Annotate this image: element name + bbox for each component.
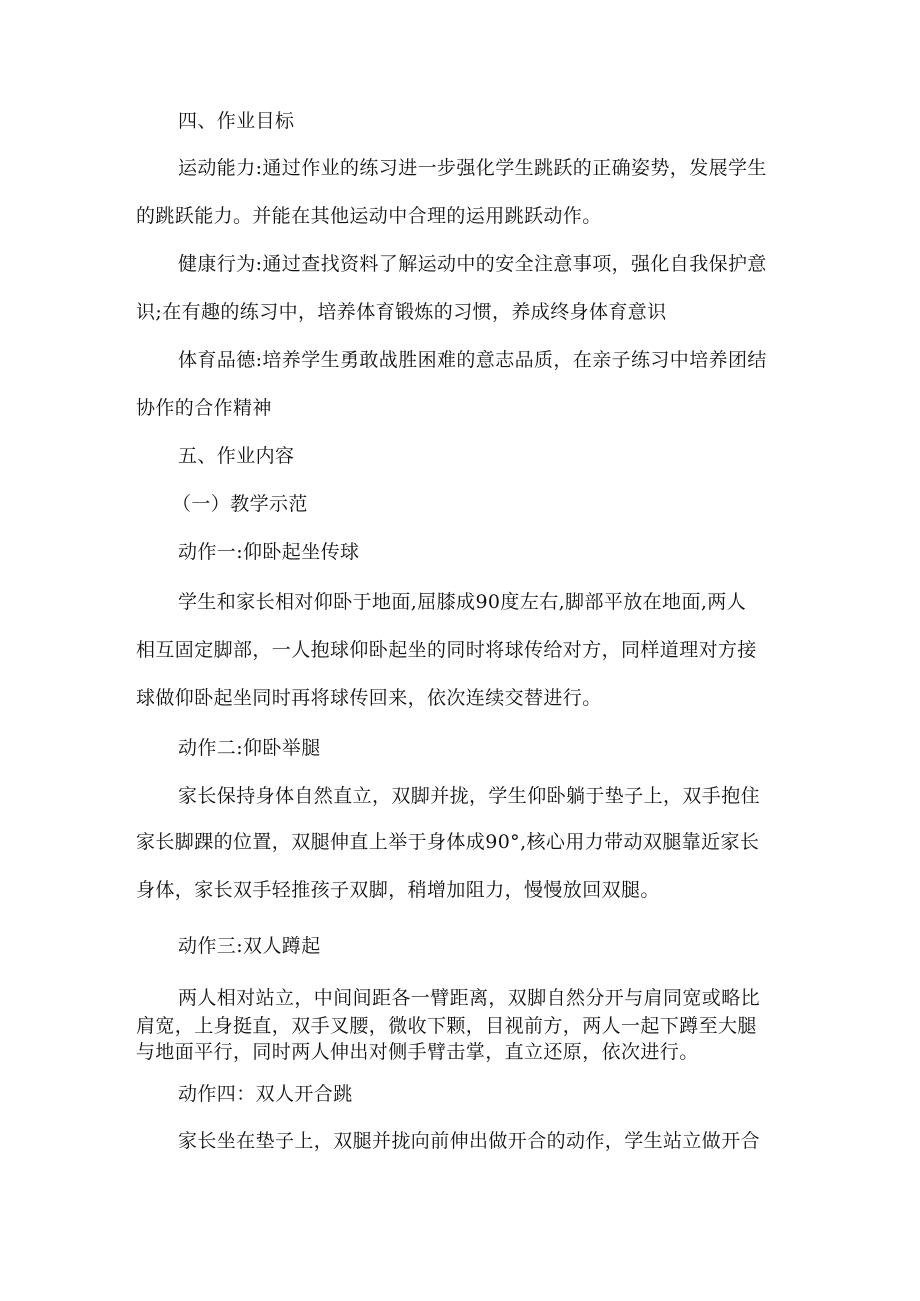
action-3-line-1: 两人相对站立，中间间距各一臂距离，双脚自然分开与肩同宽或略比 <box>178 987 761 1009</box>
action-4-title: 动作四：双人开合跳 <box>178 1083 353 1105</box>
action-3-title: 动作三:双人蹲起 <box>178 935 321 957</box>
paragraph-sports-ethics-line-2: 协作的合作精神 <box>136 397 272 419</box>
action-2-title: 动作二:仰卧举腿 <box>178 737 321 759</box>
paragraph-motor-ability-line-2: 的跳跃能力。并能在其他运动中合理的运用跳跃动作。 <box>136 205 602 227</box>
action-1-title: 动作一:仰卧起坐传球 <box>178 541 360 563</box>
paragraph-motor-ability-line-1: 运动能力:通过作业的练习进一步强化学生跳跃的正确姿势，发展学生 <box>178 157 767 179</box>
section-heading-content: 五、作业内容 <box>178 445 295 467</box>
action-2-line-1: 家长保持身体自然直立，双脚并拢，学生仰卧躺于垫子上，双手抱住 <box>178 785 761 807</box>
paragraph-sports-ethics-line-1: 体育品德:培养学生勇敢战胜困难的意志品质，在亲子练习中培养团结 <box>178 349 767 371</box>
paragraph-health-behavior-line-2: 识;在有趣的练习中，培养体育锻炼的习惯，养成终身体育意识 <box>136 301 667 323</box>
paragraph-health-behavior-line-1: 健康行为:通过查找资料了解运动中的安全注意事项，强化自我保护意 <box>178 253 767 275</box>
subsection-heading-demonstration: （一）教学示范 <box>172 493 308 515</box>
section-heading-goals: 四、作业目标 <box>178 110 295 132</box>
action-3-line-2: 肩宽，上身挺直，双手叉腰，微收下颗，目视前方，两人一起下蹲至大腿 <box>136 1015 757 1037</box>
action-1-line-2: 相互固定脚部，一人抱球仰卧起坐的同时将球传给对方，同样道理对方接 <box>136 639 757 661</box>
action-1-line-3: 球做仰卧起坐同时再将球传回来，依次连续交替进行。 <box>136 687 602 709</box>
action-3-line-3: 与地面平行，同时两人伸出对侧手臂击掌，直立还原，依次进行。 <box>136 1041 699 1063</box>
action-1-line-1: 学生和家长相对仰卧于地面,屈膝成90度左右,脚部平放在地面,两人 <box>178 591 747 613</box>
action-2-line-2: 家长脚踝的位置，双腿伸直上举于身体成90°,核心用力带动双腿靠近家长 <box>136 831 760 853</box>
action-2-line-3: 身体，家长双手轻推孩子双脚，稍增加阻力，慢慢放回双腿。 <box>136 879 660 901</box>
action-4-line-1: 家长坐在垫子上，双腿并拢向前伸出做开合的动作，学生站立做开合 <box>178 1130 761 1152</box>
